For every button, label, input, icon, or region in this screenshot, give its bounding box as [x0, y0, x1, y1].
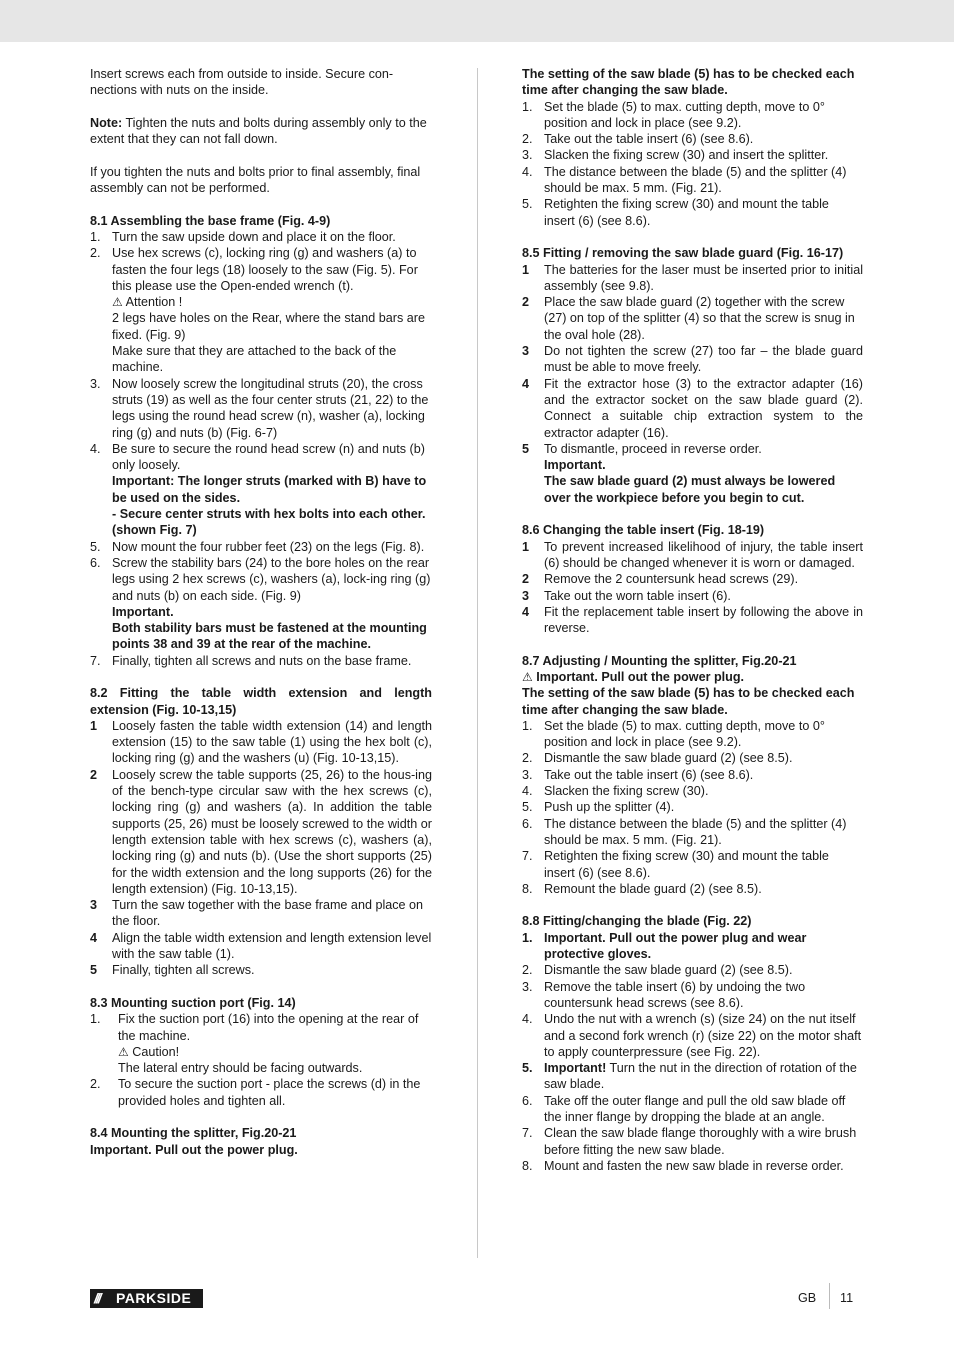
- list-item: 5. Important! Turn the nut in the direction of rotation of the saw blade.: [522, 1061, 857, 1092]
- list-item: 4 Fit the extractor hose (3) to the extractor adapter (16) and the extractor socket on the saw blade guard (2). Connect a suitable chip extraction system to the extractor adapter (16).: [522, 376, 863, 440]
- list-item: 5 To dismantle, proceed in reverse order. Important. The saw blade guard (2) must always be lowered over the workpiece before you begin to cut.: [522, 441, 836, 505]
- list-item: 7. Retighten the fixing screw (30) and mount the table insert (6) (see 8.6).: [522, 849, 829, 880]
- note-label: Note:: [90, 115, 123, 130]
- list-item: 2. Dismantle the saw blade guard (2) (see 8.5).: [522, 751, 793, 766]
- section-8-3-title: 8.3 Mounting suction port (Fig. 14): [90, 995, 296, 1010]
- list-item: 7. Clean the saw blade flange thoroughly with a wire brush before fitting the new saw blade.: [522, 1126, 857, 1157]
- footer-separator: [829, 1283, 830, 1309]
- section-8-4-title: 8.4 Mounting the splitter, Fig.20-21: [90, 1126, 297, 1141]
- section-8-1-title: 8.1 Assembling the base frame (Fig. 4-9): [90, 213, 331, 228]
- list-item: 6. Screw the stability bars (24) to the bore holes on the rear legs using 2 hex screws (c), washers (a), lock-ing ring (g) and nuts (b) on each side. (Fig. 9) Important. Both stability bars must be fastened at the mounting points 38 and 39 at the rear of the machine.: [90, 555, 431, 652]
- list-item: 5 Finally, tighten all screws.: [90, 963, 255, 978]
- list-item: 1. Turn the saw upside down and place it on the floor.: [90, 229, 396, 244]
- section-8-8-title: 8.8 Fitting/changing the blade (Fig. 22): [522, 914, 752, 929]
- list-item: 3 Turn the saw together with the base frame and place on the floor.: [90, 898, 424, 929]
- section-8-4-subtitle: Important. Pull out the power plug.: [90, 1142, 298, 1157]
- list-item: 5. Push up the splitter (4).: [522, 800, 675, 815]
- list-item: 4. Undo the nut with a wrench (s) (size 24) on the nut itself and a second fork wrench (r) (size 22) on the motor shaft to apply counterpressure (see Fig. 22).: [522, 1012, 862, 1059]
- list-item: 2. To secure the suction port - place the screws (d) in the provided holes and tighten all.: [90, 1077, 421, 1108]
- list-item: 4. Slacken the fixing screw (30).: [522, 784, 709, 799]
- list-item: 3. Now loosely screw the longitudinal struts (20), the cross struts (19) as well as the four center struts (21, 22) to the legs using the round head screw (n), washer (a), locking ring (g) and nuts (b) (Fig. 6-7): [90, 376, 429, 440]
- intro-paragraph-2: If you tighten the nuts and bolts prior to final assembly, final assembly can not be performed.: [90, 164, 421, 196]
- list-item: 1 Loosely fasten the table width extension (14) and length extension (15) to the saw table (1) using the hex bolt (c), locking ring (g) and the washers (u) (Fig. 10-13,15).: [90, 718, 432, 766]
- list-item: 1. Fix the suction port (16) into the opening at the rear of the machine. ⚠ Caution! The lateral entry should be facing outwards.: [90, 1012, 419, 1076]
- list-item: 2 Loosely screw the table supports (25, 26) to the hous-ing of the bench-type circular saw with the hex screws (c), locking ring (g) and washers (a). In addition the table supports (25, 26) must be loosely screwed to the width or length extension table with hex screws (c), washers (a), locking ring (g) and nuts (b). (Use the short supports (25) for the width extension and the long supports (26) for the length extension) (Fig. 10-13,15).: [90, 767, 432, 896]
- list-item: 3. Take out the table insert (6) (see 8.6).: [522, 767, 754, 782]
- list-item: 2. Take out the table insert (6) (see 8.6).: [522, 132, 754, 147]
- left-column: [90, 66, 432, 1158]
- column-divider: [477, 68, 478, 1258]
- list-item: 1 The batteries for the laser must be inserted prior to initial assembly (see 9.8).: [522, 262, 863, 293]
- warning-triangle-icon: ⚠: [112, 295, 123, 310]
- list-item: 8. Mount and fasten the new saw blade in reverse order.: [522, 1158, 844, 1173]
- list-item: 4. The distance between the blade (5) and the splitter (4) should be max. 5 mm. (Fig. 21).: [522, 164, 847, 196]
- parkside-logo: [90, 1289, 203, 1308]
- list-item: 2 Place the saw blade guard (2) together with the screw (27) on top of the splitter (4) so that the screw is snug in the oval hole (28).: [522, 295, 855, 342]
- right-column: [522, 66, 863, 1174]
- list-item: 2 Remove the 2 countersunk head screws (29).: [522, 572, 799, 587]
- warning-triangle-icon: ⚠: [522, 669, 533, 684]
- list-item: 1. Set the blade (5) to max. cutting depth, move to 0° position and lock in place (see 9.2).: [522, 718, 825, 750]
- list-item: 2. Dismantle the saw blade guard (2) (see 8.5).: [522, 963, 793, 978]
- page-number: 11: [840, 1291, 854, 1305]
- list-item: 8. Remount the blade guard (2) (see 8.5).: [522, 881, 762, 896]
- list-item: 1 To prevent increased likelihood of injury, the table insert (6) should be changed whenever it is worn or damaged.: [522, 539, 863, 570]
- list-item: 4. Be sure to secure the round head screw (n) and nuts (b) only loosely. Important: The longer struts (marked with B) have to be used on the sides. - Secure center struts with hex bolts into each other. (shown Fig. 7): [90, 441, 427, 538]
- warning-triangle-icon: ⚠: [118, 1044, 129, 1059]
- splitter-check-note: The setting of the saw blade (5) has to be checked each time after changing the saw blade.: [522, 67, 855, 98]
- note-paragraph: [90, 115, 432, 148]
- list-item: 6. The distance between the blade (5) and the splitter (4) should be max. 5 mm. (Fig. 21).: [522, 816, 847, 847]
- list-item: 3. Slacken the fixing screw (30) and insert the splitter.: [522, 148, 829, 163]
- section-8-2-title: 8.2 Fitting the table width extension and length extension (Fig. 10-13,15): [90, 686, 432, 717]
- list-item: 3. Remove the table insert (6) by undoing the two countersunk head screws (see 8.6).: [522, 979, 806, 1010]
- language-code: GB: [798, 1291, 817, 1305]
- section-8-7-title: 8.7 Adjusting / Mounting the splitter, Fig.20-21: [522, 653, 797, 668]
- list-item: 5. Now mount the four rubber feet (23) on the legs (Fig. 8).: [90, 539, 425, 554]
- section-8-5-title: 8.5 Fitting / removing the saw blade guard (Fig. 16-17): [522, 246, 844, 261]
- list-item: 2. Use hex screws (c), locking ring (g) and washers (a) to fasten the four legs (18) loosely to the saw (Fig. 5). For this please use the Open-ended wrench (t). ⚠ Attention ! 2 legs have holes on the Rear, where the stand bars are fixed. (Fig. 9) Make sure that they are attached to the back of the machine.: [90, 246, 425, 375]
- list-item: 5. Retighten the fixing screw (30) and mount the table insert (6) (see 8.6).: [522, 197, 829, 228]
- section-8-7-warning: ⚠ Important. Pull out the power plug.: [522, 669, 745, 684]
- logo-slashes: ///: [94, 1290, 100, 1307]
- logo-text: PARKSIDE: [116, 1290, 192, 1307]
- list-item: 4 Fit the replacement table insert by following the above in reverse.: [522, 604, 863, 636]
- list-item: 7. Finally, tighten all screws and nuts on the base frame.: [90, 653, 412, 668]
- section-8-7-note: The setting of the saw blade (5) has to be checked each time after changing the saw blade.: [522, 686, 855, 717]
- list-item: 1. Important. Pull out the power plug and wear protective gloves.: [522, 930, 807, 962]
- intro-paragraph: Insert screws each from outside to inside. Secure con-nections with nuts on the inside.: [90, 67, 394, 98]
- list-item: 3 Do not tighten the screw (27) too far – the blade guard must be able to move freely.: [522, 344, 863, 375]
- list-item: 6. Take off the outer flange and pull the old saw blade off the inner flange by dropping the blade at an angle.: [522, 1093, 846, 1124]
- note-text: Tighten the nuts and bolts during assembly only to the extent that they can not fall down.: [90, 115, 427, 147]
- list-item: 1. Set the blade (5) to max. cutting depth, move to 0° position and lock in place (see 9.2).: [522, 99, 825, 130]
- list-item: 3 Take out the worn table insert (6).: [522, 588, 731, 603]
- top-header-band: [0, 0, 954, 42]
- list-item: 4 Align the table width extension and length extension level with the saw table (1).: [90, 930, 432, 962]
- section-8-6-title: 8.6 Changing the table insert (Fig. 18-19): [522, 523, 765, 538]
